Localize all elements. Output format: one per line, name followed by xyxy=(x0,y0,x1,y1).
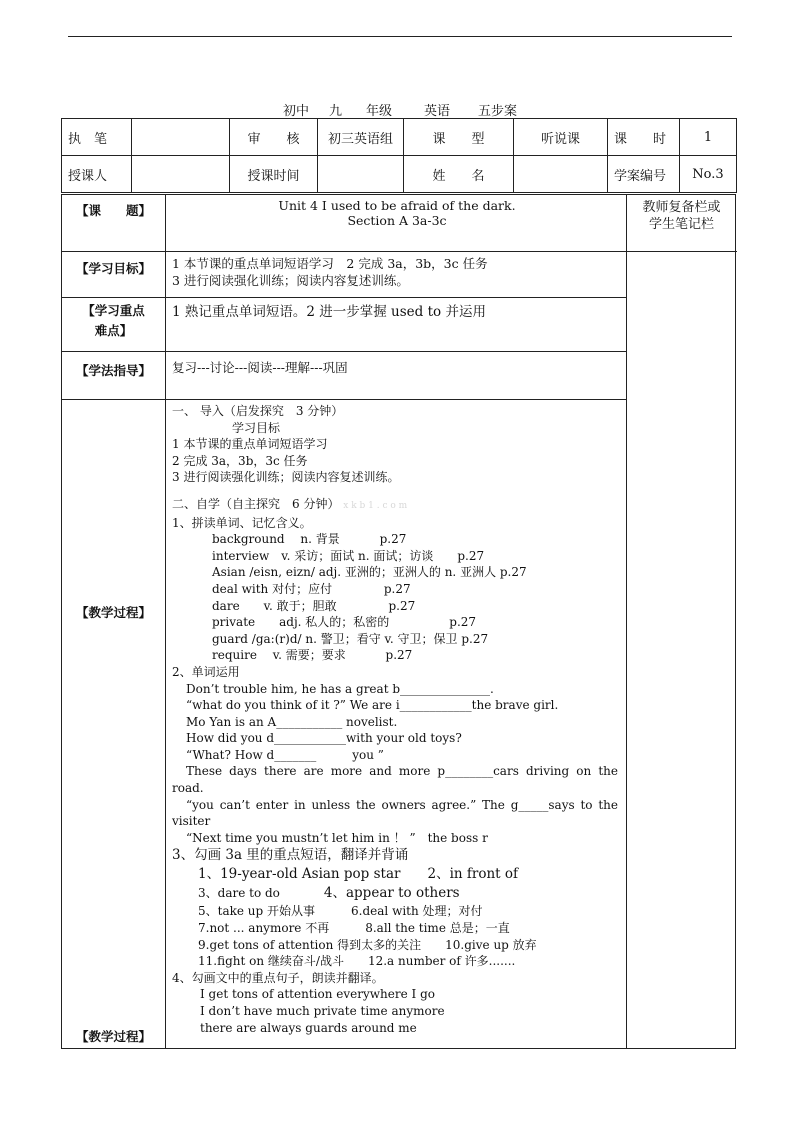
writer-value xyxy=(132,119,230,156)
exercise-line: “Next time you mustn’t let him in ！ ” the boss r xyxy=(186,830,488,845)
key-sentence: there are always guards around me xyxy=(200,1020,417,1035)
word-item: background n. 背景 p.27 xyxy=(212,532,407,547)
phrase-item: 3、dare to do xyxy=(198,886,280,901)
teacher-label: 授课人 xyxy=(62,156,132,193)
goals-label: 【学习目标】 xyxy=(75,261,151,276)
goals-line-2: 3 进行阅读强化训练；阅读内容复述训练。 xyxy=(172,273,409,288)
writer-label: 执 笔 xyxy=(62,119,132,156)
key-points-label-line-2: 难点】 xyxy=(94,323,133,338)
row-divider xyxy=(62,351,626,352)
row-divider xyxy=(62,297,626,298)
document-title xyxy=(0,100,800,119)
name-label: 姓 名 xyxy=(404,156,514,193)
review-label: 审 核 xyxy=(230,119,318,156)
phrase-line: 1、19-year-old Asian pop star 2、in front of xyxy=(198,866,518,883)
process-label: 【教学过程】 xyxy=(75,605,151,620)
method-text: 复习---讨论---阅读---理解---巩固 xyxy=(172,360,348,375)
lesson-type-value: 听说课 xyxy=(514,119,608,156)
plan-type: 五步案 xyxy=(478,104,518,119)
step2-item-4: 4、勾画文中的重点句子，朗读并翻译。 xyxy=(172,970,384,985)
grade-number: 九 xyxy=(328,104,342,119)
spacer xyxy=(172,486,618,496)
word-item: guard /ga:(r)d/ n. 警卫；看守 v. 守卫；保卫 p.27 xyxy=(212,631,489,646)
row-divider xyxy=(62,399,626,400)
phrase-line xyxy=(172,884,618,903)
word-item: interview v. 采访；面试 n. 面试；访谈 p.27 xyxy=(212,548,485,563)
info-table xyxy=(61,118,737,193)
phrase-line: 9.get tons of attention 得到太多的关注 10.give up 放弃 xyxy=(198,937,537,952)
key-points-text: 1 熟记重点单词短语。2 进一步掌握 used to 并运用 xyxy=(172,304,486,320)
phrase-line: 11.fight on 继续奋斗/战斗 12.a number of 许多....... xyxy=(198,954,516,969)
topic-text xyxy=(172,198,622,228)
row-divider xyxy=(626,251,737,252)
step1-line-3: 3 进行阅读强化训练；阅读内容复述训练。 xyxy=(172,470,400,485)
lesson-table xyxy=(61,194,736,1049)
topic-label: 【课 题】 xyxy=(75,203,151,218)
exercise-line: “What? How d_______ you ” xyxy=(186,747,384,762)
exercise-line: “you can’t enter in unless the owners agree.” The g_____says to the xyxy=(186,797,618,812)
key-sentence: I don’t have much private time anymore xyxy=(200,1004,445,1018)
exercise-line-cont: road. xyxy=(172,781,204,796)
step2-title: 二、自学（自主探究 6 分钟） xyxy=(172,496,340,511)
school-level: 初中 xyxy=(282,104,309,119)
exercise-line: Mo Yan is an A___________ novelist. xyxy=(186,714,398,729)
step2-item-2: 2、单词运用 xyxy=(172,664,240,679)
word-item: require v. 需要；要求 p.27 xyxy=(212,648,413,663)
step1-line-1: 1 本节课的重点单词短语学习 xyxy=(172,437,328,452)
step2-title-row xyxy=(172,496,618,515)
watermark: x k b 1 . c o m xyxy=(343,500,408,511)
period-label: 课 时 xyxy=(608,119,680,156)
time-label: 授课时间 xyxy=(230,156,318,193)
step2-item-3: 3、勾画 3a 里的重点短语，翻译并背诵 xyxy=(172,847,409,864)
process-content xyxy=(172,403,618,1036)
step2-item-1: 1、拼读单词、记忆含义。 xyxy=(172,515,312,530)
word-item: dare v. 敢于；胆敢 p.27 xyxy=(212,598,416,613)
topic-line-1: Unit 4 I used to be afraid of the dark. xyxy=(278,198,516,213)
col-divider-right xyxy=(626,195,627,1048)
plan-no-label: 学案编号 xyxy=(608,156,680,193)
notes-title-line-1: 教师复备栏或 xyxy=(642,200,721,215)
exercise-line: “what do you think of it ?” We are i____________the brave girl. xyxy=(186,698,559,713)
name-value xyxy=(514,156,608,193)
col-divider-left xyxy=(165,195,166,1048)
word-item: Asian /eisn, eizn/ adj. 亚洲的；亚洲人的 n. 亚洲人 p.27 xyxy=(212,565,527,580)
notes-column-title xyxy=(626,199,737,233)
lesson-type-label: 课 型 xyxy=(404,119,514,156)
step1-line-2: 2 完成 3a，3b，3c 任务 xyxy=(172,453,308,468)
row-divider xyxy=(62,251,626,252)
key-points-label-line-1: 【学习重点 xyxy=(82,303,145,318)
exercise-line: Don’t trouble him, he has a great b_______________. xyxy=(186,681,494,696)
phrase-line: 5、take up 开始从事 6.deal with 处理；对付 xyxy=(198,904,483,919)
period-value: 1 xyxy=(680,119,737,156)
exercise-line: These days there are more and more p________cars driving on the xyxy=(186,764,618,779)
grade-label: 年级 xyxy=(365,104,392,119)
key-sentence: I get tons of attention everywhere I go xyxy=(200,987,435,1002)
topic-line-2: Section A 3a-3c xyxy=(347,213,447,228)
phrase-item: 4、appear to others xyxy=(323,885,460,902)
time-value xyxy=(318,156,404,193)
exercise-line: How did you d____________with your old toys? xyxy=(186,731,462,746)
method-label: 【学法指导】 xyxy=(75,363,151,378)
step1-subtitle: 学习目标 xyxy=(232,420,281,435)
process-label-bottom: 【教学过程】 xyxy=(75,1029,151,1044)
goals-line-1: 1 本节课的重点单词短语学习 2 完成 3a，3b，3c 任务 xyxy=(172,256,488,271)
phrase-line: 7.not ... anymore 不再 8.all the time 总是；一直 xyxy=(198,921,510,936)
subject: 英语 xyxy=(424,104,451,119)
plan-no-value: No.3 xyxy=(680,156,737,193)
review-value: 初三英语组 xyxy=(318,119,404,156)
word-item: private adj. 私人的；私密的 p.27 xyxy=(212,615,477,630)
key-points-label xyxy=(62,301,165,341)
header-rule xyxy=(68,36,732,37)
word-item: deal with 对付；应付 p.27 xyxy=(212,581,411,596)
exercise-line-cont: visiter xyxy=(172,814,211,829)
notes-title-line-2: 学生笔记栏 xyxy=(648,217,714,232)
teacher-value xyxy=(132,156,230,193)
goals-text xyxy=(172,255,620,289)
step1-title: 一、 导入（启发探究 3 分钟） xyxy=(172,404,344,418)
